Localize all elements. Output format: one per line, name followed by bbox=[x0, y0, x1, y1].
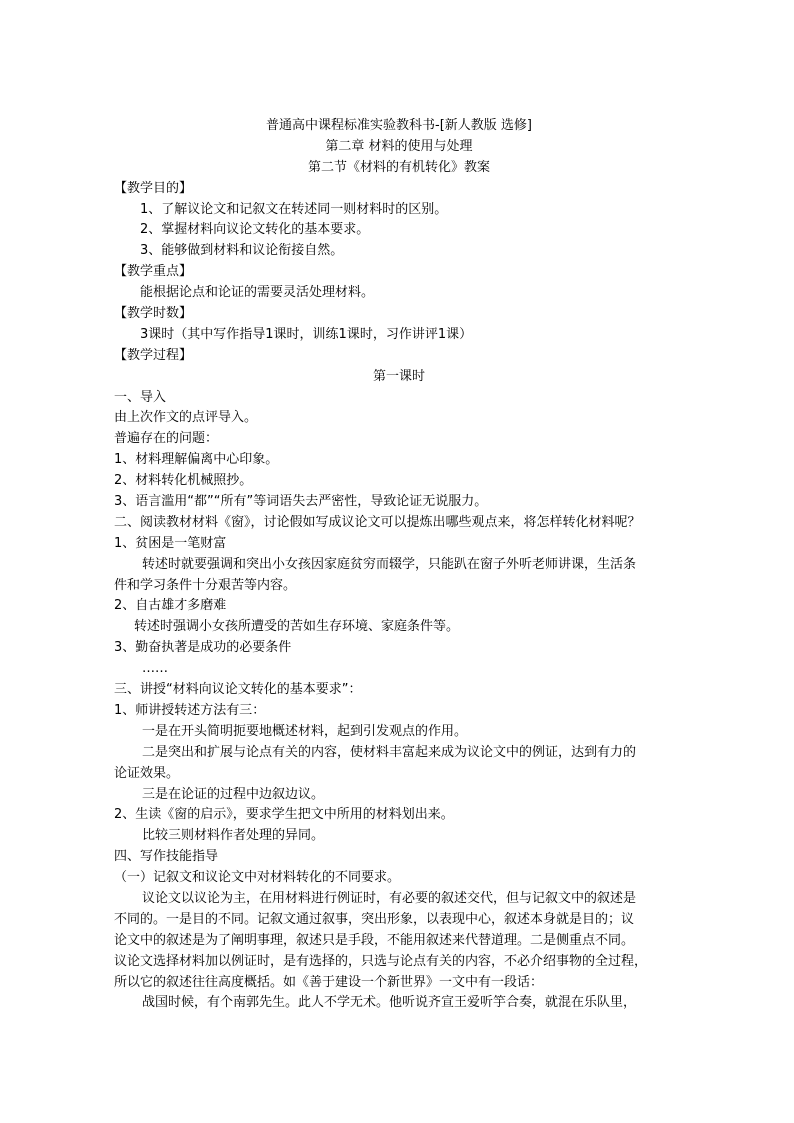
text-line: 三是在论证的过程中边叙边议。 bbox=[142, 786, 325, 802]
problem-2: 2、材料转化机械照抄。 bbox=[114, 473, 253, 489]
step-2-heading: 二、阅读教材材料《窗》，讨论假如写成议论文可以提炼出哪些观点来，将怎样转化材料呢？ bbox=[114, 514, 641, 530]
text-line: 转述时就要强调和突出小女孩因家庭贫穷而辍学，只能趴在窗子外听老师讲课，生活条 bbox=[142, 556, 637, 572]
viewpoint-1: 1、贫困是一笔财富 bbox=[114, 535, 227, 551]
text-line: 议论文选择材料加以例证时，是有选择的，只选与论点有关的内容，不必介绍事物的全过程， bbox=[114, 953, 648, 969]
subsection-heading: （一）记叙文和议论文中对材料转化的不同要求。 bbox=[114, 870, 401, 886]
text-line: 一是在开头简明扼要地概述材料，起到引发观点的作用。 bbox=[142, 723, 468, 739]
objective-2: 2、掌握材料向议论文转化的基本要求。 bbox=[140, 222, 370, 238]
section-heading: 第二节《材料的有机转化》教案 bbox=[307, 159, 490, 175]
text-line: 由上次作文的点评导入。 bbox=[114, 410, 258, 426]
heading-process: 【教学过程】 bbox=[114, 347, 193, 363]
text-line: 二是突出和扩展与论点有关的内容，使材料丰富起来成为议论文中的例证，达到有力的 bbox=[142, 744, 637, 760]
key-point: 能根据论点和论证的需要灵活处理材料。 bbox=[140, 285, 375, 301]
chapter-heading: 第二章 材料的使用与处理 bbox=[325, 138, 473, 154]
step-3-heading: 三、讲授“材料向议论文转化的基本要求”： bbox=[114, 682, 362, 698]
text-line: 论文中的叙述是为了阐明事理，叙述只是手段，不能用叙述来代替道理。二是侧重点不同。 bbox=[114, 932, 635, 948]
hours-text: 3课时（其中写作指导1课时，训练1课时，习作讲评1课） bbox=[140, 326, 473, 342]
problem-3: 3、语言滥用“都”“所有”等词语失去严密性，导致论证无说服力。 bbox=[114, 494, 488, 510]
text-line: 转述时强调小女孩所遭受的苦如生存环境、家庭条件等。 bbox=[134, 619, 460, 635]
text-line: 议论文以议论为主，在用材料进行例证时，有必要的叙述交代，但与记叙文中的叙述是 bbox=[142, 890, 637, 906]
heading-hours: 【教学时数】 bbox=[114, 306, 193, 322]
step-4-heading: 四、写作技能指导 bbox=[114, 849, 219, 865]
text-line: 战国时候，有个南郭先生。此人不学无术。他听说齐宣王爱听竽合奏，就混在乐队里， bbox=[142, 995, 637, 1011]
text-line: 1、师讲授转述方法有三： bbox=[114, 702, 266, 718]
viewpoint-2: 2、自古雄才多磨难 bbox=[114, 598, 227, 614]
objective-1: 1、了解议论文和记叙文在转述同一则材料时的区别。 bbox=[140, 201, 448, 217]
ellipsis: …… bbox=[142, 661, 168, 677]
document-title: 普通高中课程标准实验教科书-[新人教版 选修] bbox=[266, 118, 532, 133]
lesson-heading: 第一课时 bbox=[372, 368, 425, 384]
text-line: 比较三则材料作者处理的异同。 bbox=[142, 828, 325, 844]
problem-1: 1、材料理解偏离中心印象。 bbox=[114, 452, 279, 468]
text-line: 所以它的叙述往往高度概括。如《善于建设一个新世界》一文中有一段话： bbox=[114, 974, 544, 990]
objective-3: 3、能够做到材料和议论衔接自然。 bbox=[140, 243, 344, 259]
text-line: 普遍存在的问题： bbox=[114, 431, 219, 447]
text-line: 件和学习条件十分艰苦等内容。 bbox=[114, 577, 297, 593]
text-line: 2、生读《窗的启示》，要求学生把文中所用的材料划出来。 bbox=[114, 807, 454, 823]
step-1-heading: 一、导入 bbox=[114, 389, 167, 405]
heading-key-points: 【教学重点】 bbox=[114, 264, 193, 280]
text-line: 论证效果。 bbox=[114, 765, 180, 781]
viewpoint-3: 3、勤奋执著是成功的必要条件 bbox=[114, 640, 292, 656]
text-line: 不同的。一是目的不同。记叙文通过叙事，突出形象，以表现中心，叙述本身就是目的；议 bbox=[114, 911, 635, 927]
heading-objectives: 【教学目的】 bbox=[114, 180, 193, 196]
